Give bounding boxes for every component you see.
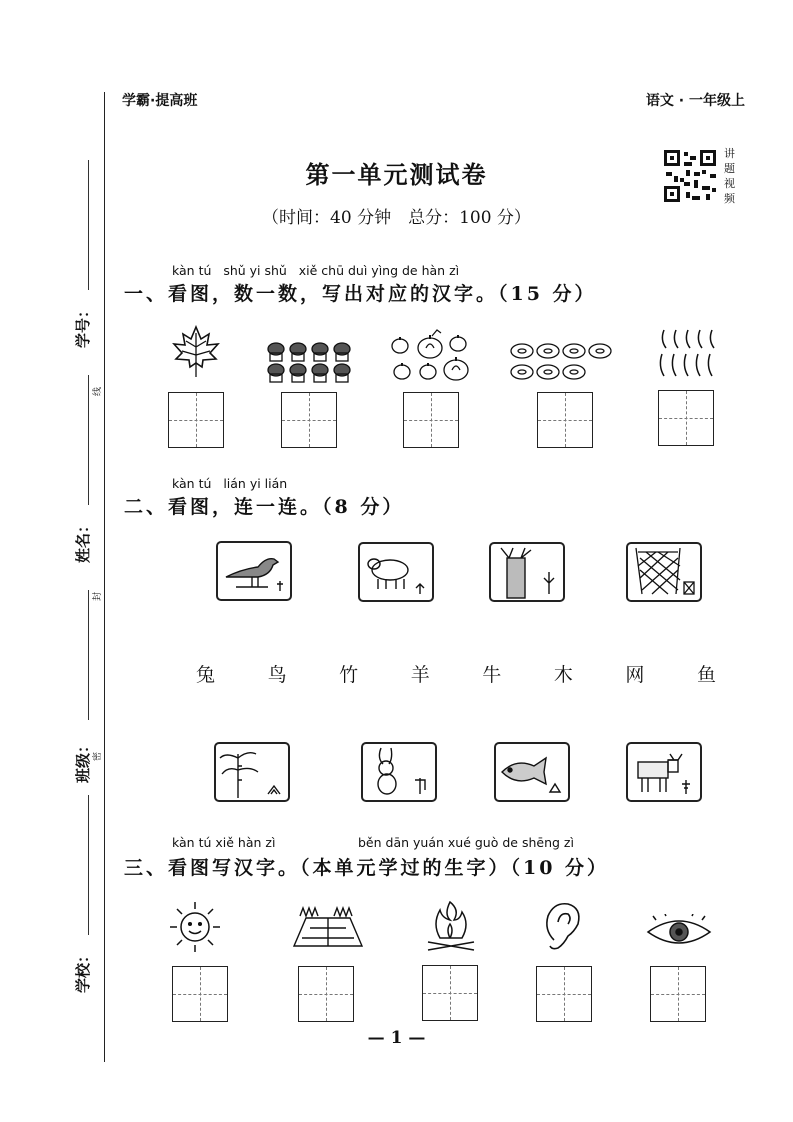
picture-card[interactable] xyxy=(361,742,437,802)
word-item[interactable]: 木 xyxy=(553,664,573,686)
class-label: 班级： xyxy=(74,737,93,784)
rabbit-icon xyxy=(363,744,435,800)
word-item[interactable]: 羊 xyxy=(410,664,430,686)
pumpkins-icon xyxy=(390,326,470,382)
qr-code-icon[interactable] xyxy=(662,148,718,204)
sheep-icon xyxy=(360,544,432,600)
cut-line-mark: 线 xyxy=(93,386,104,397)
answer-box[interactable] xyxy=(422,965,478,1021)
picture-card[interactable] xyxy=(626,542,702,602)
q3-heading: 三、看图写汉字。（本单元学过的生字）（10 分） xyxy=(124,857,610,879)
q2-pinyin: kàn tú lián yi lián xyxy=(172,476,288,491)
answer-box[interactable] xyxy=(403,392,459,448)
answer-box[interactable] xyxy=(281,392,337,448)
fish-icon xyxy=(496,744,568,800)
bamboo-icon xyxy=(216,744,288,800)
bird-icon xyxy=(218,543,290,599)
word-item[interactable]: 牛 xyxy=(482,664,502,686)
word-item[interactable]: 竹 xyxy=(339,664,359,686)
net-icon xyxy=(628,544,700,600)
sun-icon xyxy=(168,900,222,954)
tree-icon xyxy=(491,544,563,600)
word-item[interactable]: 鸟 xyxy=(267,664,287,686)
answer-box[interactable] xyxy=(172,966,228,1022)
leaf-icon xyxy=(172,325,220,379)
student-no-label: 学号： xyxy=(74,302,93,349)
word-item[interactable]: 兔 xyxy=(196,664,216,686)
page-number: — 1 — xyxy=(367,1028,426,1048)
seal-line-mark: 封 xyxy=(93,591,104,602)
peppers-icon xyxy=(656,326,720,380)
secret-line-mark: 密 xyxy=(93,751,104,762)
picture-card[interactable] xyxy=(494,742,570,802)
brand-label: 学霸·提高班 xyxy=(122,93,198,109)
picture-card[interactable] xyxy=(626,742,702,802)
answer-box[interactable] xyxy=(658,390,714,446)
ear-icon xyxy=(540,900,586,956)
answer-box[interactable] xyxy=(537,392,593,448)
q3-pinyin-right: běn dān yuán xué guò de shēng zì xyxy=(358,835,574,850)
field-icon xyxy=(290,904,366,952)
qr-label: 讲题视频 xyxy=(724,147,735,205)
ox-icon xyxy=(628,744,700,800)
picture-card[interactable] xyxy=(358,542,434,602)
picture-card[interactable] xyxy=(489,542,565,602)
school-field[interactable] xyxy=(88,795,89,935)
answer-box[interactable] xyxy=(650,966,706,1022)
picture-card[interactable] xyxy=(216,541,292,601)
page-subtitle: （时间：40 分钟 总分：100 分） xyxy=(262,208,531,228)
word-item[interactable]: 鱼 xyxy=(696,664,716,686)
class-field[interactable] xyxy=(88,590,89,720)
donuts-icon xyxy=(510,342,614,382)
answer-box[interactable] xyxy=(536,966,592,1022)
word-row xyxy=(196,660,716,687)
answer-box[interactable] xyxy=(168,392,224,448)
q1-pinyin: kàn tú shǔ yi shǔ xiě chū duì yìng de hàn zì xyxy=(172,263,460,278)
cupcakes-icon xyxy=(266,340,352,384)
word-item[interactable]: 网 xyxy=(625,664,645,686)
picture-card[interactable] xyxy=(214,742,290,802)
q2-heading: 二、看图，连一连。（8 分） xyxy=(124,496,405,518)
subject-label: 语文 · 一年级上 xyxy=(645,93,745,109)
page-title: 第一单元测试卷 xyxy=(305,160,488,189)
q1-heading: 一、看图，数一数，写出对应的汉字。（15 分） xyxy=(124,283,597,305)
eye-icon xyxy=(646,914,712,950)
name-field[interactable] xyxy=(88,375,89,505)
school-label: 学校： xyxy=(74,947,93,994)
binding-line xyxy=(104,92,105,1062)
fire-icon xyxy=(420,898,482,954)
name-label: 姓名： xyxy=(74,517,93,564)
q3-pinyin-left: kàn tú xiě hàn zì xyxy=(172,835,276,850)
answer-box[interactable] xyxy=(298,966,354,1022)
